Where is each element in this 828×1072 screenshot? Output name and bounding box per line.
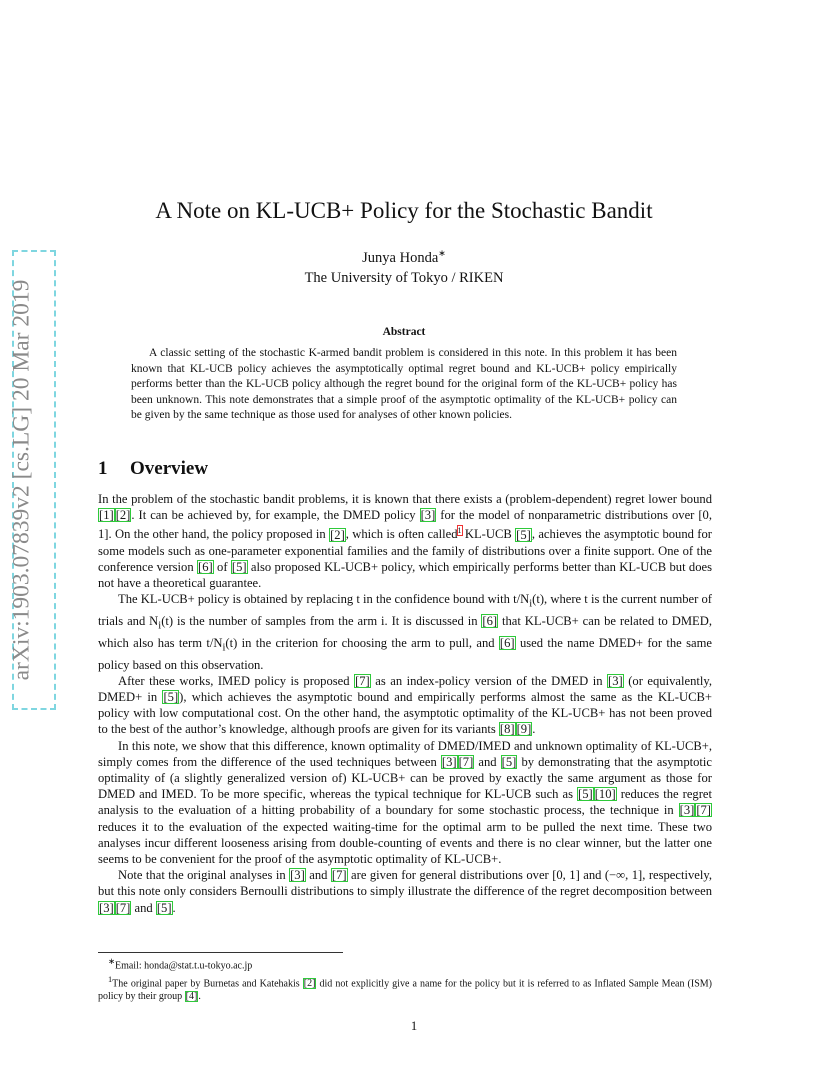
subscript: i [158, 620, 162, 632]
text-run: as an index-policy version of the DMED in [370, 673, 608, 688]
citation-link[interactable]: [5] [516, 527, 531, 542]
text-run: (t) in the criterion for choosing the arm to pull, and [225, 635, 499, 650]
citation-link[interactable]: [1] [99, 508, 114, 523]
citation-link[interactable]: [2] [303, 978, 316, 990]
citation-link[interactable]: [6] [482, 614, 498, 629]
text-run: (or equivalently, DMED+ in [98, 673, 712, 704]
text-run: , which is often called [345, 527, 458, 542]
paragraph-2 [98, 591, 712, 672]
citation-link[interactable]: [5] [163, 689, 179, 704]
text-run: that KL-UCB+ can be related to DMED, which also has term t/N [98, 614, 712, 650]
citation-link[interactable]: [3] [99, 900, 114, 915]
citation-link[interactable]: [5] [578, 787, 593, 802]
text-run: for the model of nonparametric distributions over [0, 1]. On the other hand, the policy proposed in [98, 508, 712, 542]
citation-link[interactable]: [7] [458, 754, 474, 769]
text-run: and [305, 868, 331, 883]
section-number: 1 [98, 458, 108, 479]
subscript: i [529, 598, 533, 610]
text-run: KL-UCB [461, 527, 516, 542]
footnote-mark: 1 [108, 974, 113, 984]
text-run: . [198, 991, 201, 1003]
citation-link[interactable]: [7] [331, 868, 347, 883]
citation-link[interactable]: [4] [185, 991, 198, 1003]
footnote-email [98, 955, 712, 973]
abstract-heading: Abstract [382, 326, 426, 338]
text-run: In this note, we show that this difference, known optimality of DMED/IMED and unknown optimality of KL-UCB+, simply comes from the difference of the used techniques between [98, 738, 712, 769]
paragraph-3 [98, 673, 712, 738]
citation-link[interactable]: [5] [156, 900, 172, 915]
paragraph-4 [98, 738, 712, 868]
paper-title: A Note on KL-UCB+ Policy for the Stochastic Bandit [155, 198, 653, 223]
citation-link[interactable]: [7] [115, 900, 131, 915]
citation-link[interactable]: [6] [198, 560, 213, 574]
section-heading [98, 458, 208, 480]
subscript: i [222, 642, 226, 654]
text-run: and [131, 900, 156, 915]
citation-link[interactable]: [3] [441, 754, 457, 769]
citation-link[interactable]: [6] [499, 635, 515, 650]
text-run: , achieves the asymptotic bound for some models such as one-parameter exponential families and the family of distributions over a finite support. One of the conference version [98, 527, 712, 574]
citation-link[interactable]: [7] [696, 803, 711, 818]
citation-link[interactable]: [3] [290, 868, 305, 883]
text-run: . [532, 722, 536, 737]
text-run: by demonstrating that the asymptotic optimality of (a slightly generalized version of) KL-UCB+ can be proved by exactly the same argument as those for DMED and IMED. To be more specific, whereas the typical technique for KL-UCB such as [98, 754, 713, 802]
citation-link[interactable]: [2] [330, 527, 345, 542]
text-run: . [172, 900, 176, 915]
author-footnote-mark[interactable]: ∗ [438, 248, 446, 258]
text-run: ), which achieves the asymptotic bound and empirically performs almost the same as the KL-UCB+ policy with low computational cost. On the other hand, the asymptotic optimality of the KL-UCB+ has not been proved to the best of the author’s knowledge, although proofs are given for its variants [98, 689, 712, 737]
paragraph-1 [98, 491, 712, 591]
text-run: The original paper by Burnetas and Katehakis [112, 978, 303, 990]
citation-link[interactable]: [9] [516, 722, 532, 737]
arxiv-stamp[interactable]: arXiv:1903.07839v2 [cs.LG] 20 Mar 2019 [8, 279, 35, 681]
text-run: The KL-UCB+ policy is obtained by replacing t in the confidence bound with t/N [118, 592, 530, 607]
author-block [98, 243, 710, 288]
text-run: also proposed KL-UCB+ policy, which empirically performs better than KL-UCB but does not have a theoretical guarantee. [98, 560, 712, 591]
text-run: are given for general distributions over [0, 1] and (−∞, 1], respectively, but this note only considers Bernoulli distributions to simply illustrate the difference of the regret decomposition between [98, 868, 712, 899]
citation-link[interactable]: [3] [608, 673, 623, 688]
text-run: and [474, 754, 501, 769]
text-run: Note that the original analyses in [118, 868, 290, 883]
author-name: Junya Honda [362, 249, 439, 266]
author-affiliation: The University of Tokyo / RIKEN [304, 269, 504, 286]
text-run: (t), where t is the current number of trials and N [98, 592, 712, 629]
section-title: Overview [130, 458, 209, 479]
footnotes [98, 955, 712, 1004]
page-number: 1 [410, 1019, 418, 1033]
footnote-link[interactable]: 1 [457, 526, 462, 536]
text-run: used the name DMED+ for the same policy based on this observation. [98, 635, 712, 672]
citation-link[interactable]: [5] [231, 560, 247, 574]
citation-link[interactable]: [7] [355, 673, 370, 688]
text-run: In the problem of the stochastic bandit problems, it is known that there exists a (problem-dependent) regret lower bound [98, 492, 712, 506]
citation-link[interactable]: [2] [115, 508, 131, 523]
text-run: reduces it to the evaluation of the expected waiting-time for the optimal arm to be pulled the next time. These two analyses incur different looseness arising from double-counting of events and there is no clear winner, but the latter one seems to be convenient for the proof of the asymptotic optimality of KL-UCB+. [98, 819, 712, 866]
text-run: . It can be achieved by, for example, the DMED policy [131, 508, 420, 523]
abstract-text: A classic setting of the stochastic K-armed bandit problem is considered in this note. In this problem it has been known that KL-UCB policy achieves the asymptotically optimal regret bound and KL-UCB+ policy empirically performs better than the KL-UCB policy although the regret bound for the original form of the KL-UCB+ policy has been unknown. This note demonstrates that a simple proof of the asymptotic optimality of the KL-UCB+ policy can be given by the same technique as those used for analyses of other known policies. [131, 347, 677, 422]
footnote-1 [98, 973, 712, 1004]
citation-link[interactable]: [3] [679, 803, 695, 818]
text-run: of [213, 560, 231, 574]
text-run: (t) is the number of samples from the arm i. It is discussed in [161, 614, 482, 629]
citation-link[interactable]: [8] [499, 722, 515, 737]
footnote-divider [98, 952, 343, 953]
citation-link[interactable]: [3] [420, 508, 436, 523]
footnote-email-text: Email: honda@stat.t.u-tokyo.ac.jp [114, 960, 253, 972]
text-run: did not explicitly give a name for the policy but it is referred to as Inflated Sample Mean (ISM) policy by their group [98, 978, 713, 1003]
text-run: After these works, IMED policy is proposed [118, 673, 355, 688]
body-text [98, 491, 712, 916]
paragraph-5 [98, 867, 712, 916]
footnote-mark: ∗ [108, 957, 115, 966]
text-run: reduces the regret analysis to the evaluation of a hitting probability of a boundary for some stochastic process, the technique in [98, 787, 712, 818]
citation-link[interactable]: [5] [501, 754, 517, 769]
citation-link[interactable]: [10] [594, 787, 616, 802]
